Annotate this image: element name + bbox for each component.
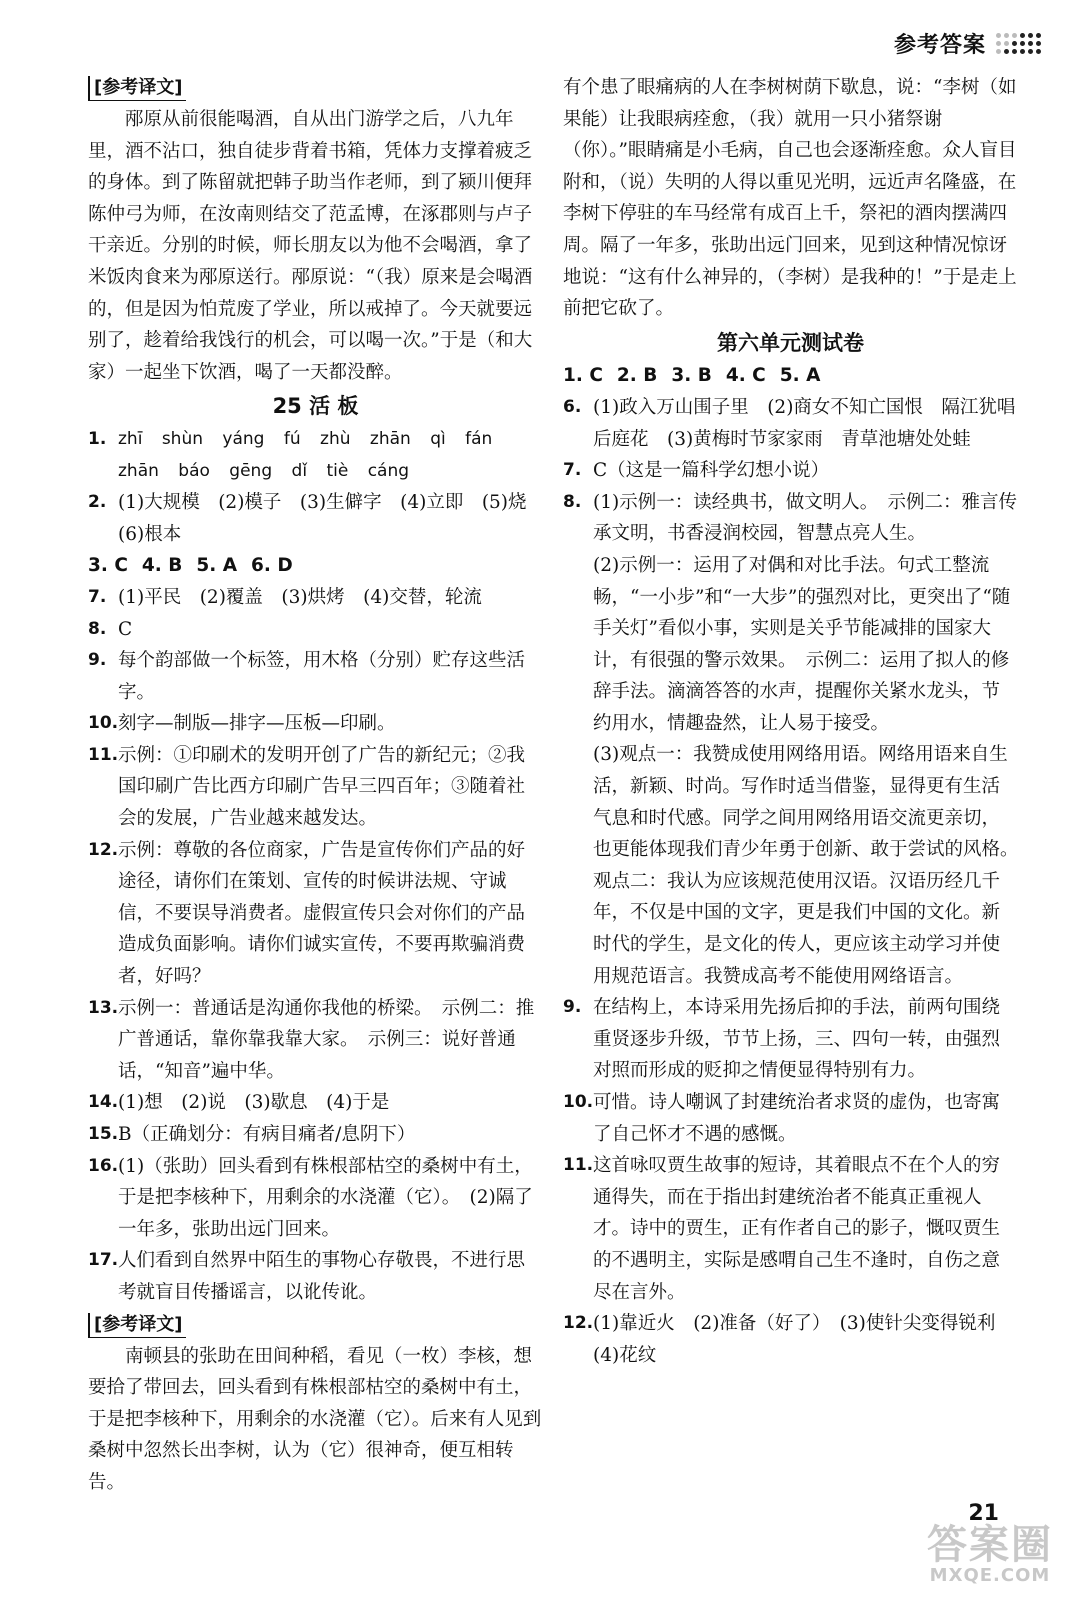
translation-paragraph: 邴原从前很能喝酒，自从出门游学之后，八九年里，酒不沾口，独自徒步背着书箱，凭体力支撑着疲乏的身体。到了陈留就把韩子助当作老师，到了颍川便拜陈仲弓为师，在汝南则结交了范孟博，在涿郡则与卢子干亲近。分别的时候，师长朋友以为他不会喝酒，拿了米饭肉食来为邴原送行。邴原说：“（我）原来是会喝酒的，但是因为怕荒废了学业，所以戒掉了。今天就要远别了，趁着给我饯行的机会，可以喝一次。”于是（和大家）一起坐下饮酒，喝了一天都没醉。 bbox=[88, 109, 533, 383]
translation-continued: 有个患了眼痛病的人在李树树荫下歇息，说：“李树（如果能）让我眼病痊愈，（我）就用一只小猪祭谢（你）。”眼睛痛是小毛病，自己也会逐渐痊愈。众人盲目附和，（说）失明的人得以重见光明，远近声名隆盛，在李树下停驻的车马经常有成百上千，祭祀的酒肉摆满四周。隔了一年多，张助出远门回来，见到这种情况惊讶地说：“这有什么神异的，（李树）是我种的！”于是走上前把它砍了。 bbox=[563, 77, 1017, 320]
decorative-dots-icon bbox=[996, 33, 1041, 54]
answer: 4. B bbox=[141, 555, 183, 577]
answer: 5. A bbox=[196, 555, 238, 577]
answer: 5. A bbox=[779, 365, 821, 387]
question-9: 9. 在结构上，本诗采用先扬后抑的手法，前两句围绕重贤逐步升级，节节上扬，三、四句一转，由强烈对照而形成的贬抑之情便显得特别有力。 bbox=[563, 997, 1001, 1082]
question-1: 1. zhī shùn yáng fú zhù zhān qì fán zhān báo gēng dǐ tiè cáng bbox=[88, 424, 543, 487]
answer: 3. B bbox=[671, 365, 712, 387]
answer-part: (3)观点一：我赞成使用网络用语。网络用语来自生活，新颖、时尚。写作时适当借鉴，显得更有生活气息和时代感。同学之间用网络用语交流更亲切，也更能体现我们青少年勇于创新、敢于尝试的风格。 观点二：我认为应该规范使用汉语。汉语历经几千年，不仅是中国的文字，更是我们中国的文化。新时代的学生，是文化的传人，更应该主动学习并使用规范语言。我赞成高考不能使用网络语言。 bbox=[593, 744, 1028, 987]
pinyin-line: zhī shùn yáng fú zhù zhān qì fán bbox=[118, 428, 493, 449]
right-column bbox=[563, 72, 1028, 1371]
questions-1-5 bbox=[563, 360, 1018, 392]
answer: 2. B bbox=[616, 365, 658, 387]
question-10: 10. 可惜。诗人嘲讽了封建统治者求贤的虚伪，也寄寓了自己怀才不遇的感慨。 bbox=[563, 1092, 1001, 1145]
question-8: 8. C bbox=[88, 618, 133, 640]
section-title: 25 活 板 bbox=[272, 394, 359, 419]
reference-translation-tag: [参考译文] bbox=[88, 76, 186, 101]
answer: 1. C bbox=[563, 365, 603, 387]
question-6: 6. (1)政入万山围子里 (2)商女不知亡国恨 隔江犹唱后庭花 (3)黄梅时节家家雨 青草池塘处处蛙 bbox=[563, 396, 1016, 450]
answer-part: (2)示例一：运用了对偶和对比手法。句式工整流畅，“一小步”和“一大步”的强烈对比，更突出了“随手关灯”看似小事，实则是关乎节能减排的国家大计，有很强的警示效果。 示例二：运用了拟人的修辞手法。滴滴答答的水声，提醒你关紧水龙头，节约用水，情趣盎然，让人易于接受。 bbox=[593, 554, 1011, 734]
question-16: 16. (1)（张助）回头看到有株根部枯空的桑树中有土，于是把李核种下，用剩余的水浇灌（它）。 (2)隔了一年多，张助出远门回来。 bbox=[88, 1155, 533, 1240]
reference-translation-tag: [参考译文] bbox=[88, 1313, 186, 1338]
answer: 3. C bbox=[88, 555, 128, 577]
header-title: 参考答案 bbox=[893, 33, 986, 58]
question-11: 11. 这首咏叹贾生故事的短诗，其着眼点不在个人的穷通得失，而在于指出封建统治者不能真正重视人才。诗中的贾生，正有作者自己的影子，慨叹贾生的不遇明主，实际是感喟自己生不逢时，自伤之意尽在言外。 bbox=[563, 1155, 1001, 1303]
question-13: 13. 示例一：普通话是沟通你我他的桥梁。 示例二：推广普通话，靠你靠我靠大家。 示例三：说好普通话，“知音”遍中华。 bbox=[88, 997, 535, 1082]
section-title: 第六单元测试卷 bbox=[717, 330, 864, 355]
question-10: 10. 刻字—制版—排字—压板—印刷。 bbox=[88, 713, 396, 735]
page-header bbox=[894, 28, 1041, 59]
pinyin-line: zhān báo gēng dǐ tiè cáng bbox=[118, 460, 410, 481]
watermark-logo bbox=[927, 1522, 1053, 1586]
questions-3-6 bbox=[88, 550, 543, 582]
question-9: 9. 每个韵部做一个标签，用木格（分别）贮存这些活字。 bbox=[88, 650, 526, 703]
answer: 4. C bbox=[725, 365, 766, 387]
left-column bbox=[88, 72, 546, 1499]
question-11: 11. 示例：①印刷术的发明开创了广告的新纪元；②我国印刷广告比西方印刷广告早三四百年；③随着社会的发展，广告业越来越发达。 bbox=[88, 744, 526, 830]
question-12: 12. 示例：尊敬的各位商家，广告是宣传你们产品的好途径，请你们在策划、宣传的时候讲法规、守诚信，不要误导消费者。虚假宣传只会对你们的产品造成负面影响。请你们诚实宣传，不要再欺骗消费者，好吗？ bbox=[88, 839, 526, 988]
question-14: 14. (1)想 (2)说 (3)歇息 (4)于是 bbox=[88, 1092, 390, 1114]
watermark-text: 答案圈 bbox=[927, 1522, 1053, 1568]
question-15: 15. B（正确划分：有病目痛者/息阴下） bbox=[88, 1124, 416, 1145]
question-2: 2. (1)大规模 (2)模子 (3)生僻字 (4)立即 (5)烧 (6)根本 bbox=[88, 492, 546, 545]
question-17: 17. 人们看到自然界中陌生的事物心存敬畏，不进行思考就盲目传播谣言，以讹传讹。 bbox=[88, 1250, 526, 1303]
question-8: 8. (1)示例一：读经典书，做文明人。 示例二：雅言传承文明，书香浸润校园，智慧点亮人生。 (2)示例一：运用了对偶和对比手法。句式工整流畅，“一小步”和“一大步”的强烈对比，更突出了“随手关灯”看似小事，实则是关乎节能减排的国家大计，有很强的警示效果。 示例二：运用了拟人的修辞手法。滴滴答答的水声，提醒你关紧水龙头，节约用水，情趣盎然，让人易于接受。 (3)观点一：我赞成使用网络用语。网络用语来自生活，新颖、时尚。写作时适当借鉴，显得更有生活气息和时代感。同学之间用网络用语交流更亲切，也更能体现我们青少年勇于创新、敢于尝试的风格。 观点二：我认为应该规范使用汉语。汉语历经几千年，不仅是中国的文字，更是我们中国的文化。新时代的学生，是文化的传人，更应该主动学习并使用规范语言。我赞成高考不能使用网络语言。 bbox=[563, 487, 1018, 993]
answer: 6. D bbox=[251, 555, 293, 577]
question-7: 7. (1)平民 (2)覆盖 (3)烘烤 (4)交替，轮流 bbox=[88, 586, 482, 608]
page-number: 21 bbox=[968, 1501, 999, 1526]
answer-part: (1)示例一：读经典书，做文明人。 示例二：雅言传承文明，书香浸润校园，智慧点亮人生。 bbox=[593, 491, 1017, 545]
question-7: 7. C（这是一篇科学幻想小说） bbox=[563, 460, 830, 482]
question-12: 12. (1)靠近火 (2)准备（好了） (3)使针尖变得锐利 (4)花纹 bbox=[563, 1313, 1014, 1366]
translation-paragraph: 南顿县的张助在田间种稻，看见（一枚）李核，想要拾了带回去，回头看到有株根部枯空的桑树中有土，于是把李核种下，用剩余的水浇灌（它）。后来有人见到桑树中忽然长出李树，认为（它）很神奇，便互相转告。 bbox=[88, 1345, 542, 1493]
watermark-url: MXQE.COM bbox=[929, 1565, 1051, 1586]
